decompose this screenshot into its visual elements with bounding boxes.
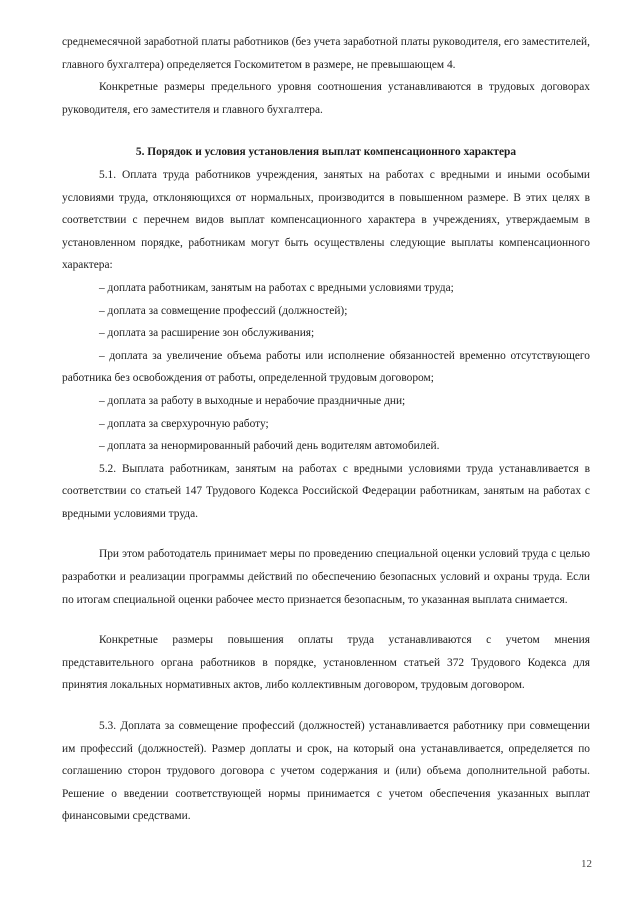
list-item: – доплата работникам, занятым на работах с вредными условиями труда;	[99, 281, 454, 294]
list-item: – доплата за сверхурочную работу;	[99, 417, 269, 430]
paragraph-salary-ratio: среднемесячной заработной платы работников (без учета заработной платы руководителя, его заместителей, главного бухгалтера) определяется Госкомитетом в размере, не превышающем 4.	[62, 36, 590, 71]
paragraph-5-2: 5.2. Выплата работникам, занятым на работах с вредными условиями труда устанавливается в соответствии со статьей 147 Трудового Кодекса Российской Федерации работникам, занятым на работах с вредными условиями труда.	[62, 462, 590, 520]
list-item: – доплата за увеличение объема работы или исполнение обязанностей временно отсутствующего работника без освобождения от работы, определенной трудовым договором;	[62, 349, 590, 385]
paragraph-5-3: 5.3. Доплата за совмещение профессий (должностей) устанавливается работнику при совмещении им профессий (должностей). Размер доплаты и срок, на который она устанавливается, определяется по соглашению сторон трудового договора с учетом содержания и (или) объема дополнительной работы. Решение о введении соответствующей нормы принимается с учетом обеспечения указанных выплат финансовыми средствами.	[62, 720, 590, 823]
list-item: – доплата за совмещение профессий (должностей);	[99, 304, 348, 317]
paragraph-contract-limits: Конкретные размеры предельного уровня соотношения устанавливаются в трудовых договорах руководителя, его заместителя и главного бухгалтера.	[62, 81, 590, 116]
paragraph-assessment: При этом работодатель принимает меры по проведению специальной оценки условий труда с целью разработки и реализации программы действий по обеспечению безопасных условий и охраны труда. Если по итогам специальной оценки рабочее место признается безопасным, то указанная выплата снимается.	[62, 548, 590, 606]
paragraph-amounts: Конкретные размеры повышения оплаты труда устанавливаются с учетом мнения представительного органа работников в порядке, установленном статьей 372 Трудового Кодекса для принятия локальных нормативных актов, либо коллективным договором, трудовым договором.	[62, 634, 590, 692]
document-page	[62, 31, 590, 828]
list-item: – доплата за работу в выходные и нерабочие праздничные дни;	[99, 394, 406, 407]
list-item: – доплата за расширение зон обслуживания;	[99, 327, 315, 340]
list-item: – доплата за ненормированный рабочий день водителям автомобилей.	[99, 440, 440, 453]
page-number: 12	[581, 858, 592, 870]
section-title: 5. Порядок и условия установления выплат компенсационного характера	[135, 146, 517, 159]
paragraph-5-1: 5.1. Оплата труда работников учреждения, занятых на работах с вредными и иными особыми условиями труда, отклоняющихся от нормальных, производится в повышенном размере. В этих целях в соответствии с перечнем видов выплат компенсационного характера в учреждениях, утверждаемым в установленном порядке, работникам могут быть осуществлены следующие выплаты компенсационного характера:	[62, 168, 590, 272]
